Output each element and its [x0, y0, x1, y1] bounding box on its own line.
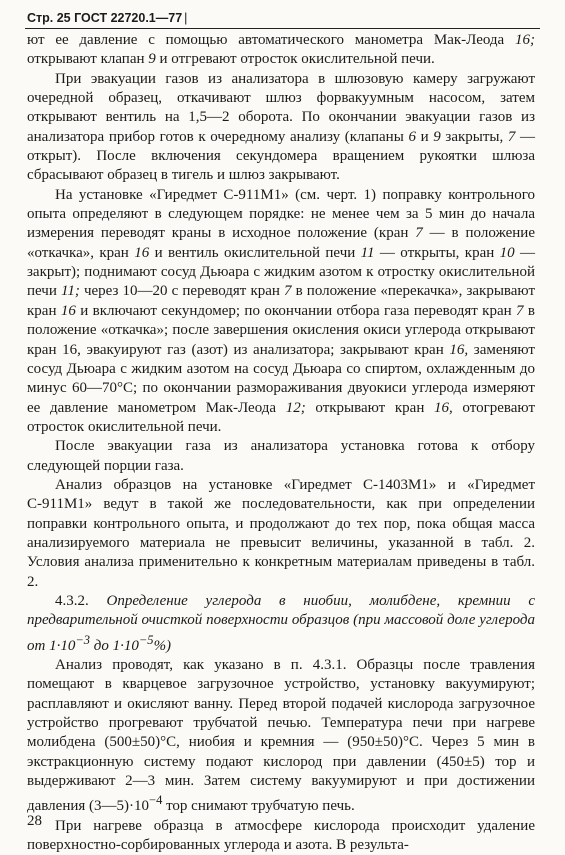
paragraph: При нагреве образца в атмосфере кислорода происходит удаление поверхностно-сорбированных углерода и азота. В результа-	[27, 817, 535, 854]
page-number: 28	[27, 813, 42, 829]
paragraph: На установке «Гиредмет С-911М1» (см. черт. 1) поправку контрольного опыта определяют в следующем порядке: не менее чем за 5 мин до начала измерения переводят краны в исходное положение (кран 7 — в положение «откачка», кран 16 и вентиль окислительной печи 11 — открыты, кран 10 — закрыт); поднимают сосуд Дьюара с жидким азотом к отростку окислительной печи 11; через 10—20 с переводят кран 7 в положение «перекачка», закрывают кран 16 и включают секундомер; по окончании отбора газа переводят кран 7 в положение «откачка»; после завершения окисления окиси углерода открывают кран 16, эвакуируют газ (азот) из анализатора; закрывают кран 16, заменяют сосуд Дьюара с жидким азотом на сосуд Дьюара со спиртом, охлажденным до минус 60—70°C; по окончании размораживания двуокиси углерода измеряют ее давление манометром Мак-Леода 12; открывают кран 16, отогревают отросток окислительной печи.	[27, 186, 536, 435]
paragraph: Анализ проводят, как указано в п. 4.3.1. Образцы после травления помещают в кварцевое загрузочное устройство, установку вакуумируют; расплавляют и окисляют ванну. Перед второй подачей кислорода загрузочное устройство прогревают трубчатой печью. Температура печи при нагреве молибдена (500±50)°C, ниобия и кремния — (950±50)°C. Через 5 мин в экстракционную систему подают кислород при давлении (450±5) тор и выдерживают 2—3 мин. Затем систему вакуумируют и при достижении давления $(3—5)\cdot 10^{-4}$ тор снимают трубчатую печь.	[27, 657, 535, 815]
page-header: Стр. 25 ГОСТ 22720.1—77 |	[27, 11, 188, 25]
header-text: Стр. 25 ГОСТ 22720.1—77	[27, 11, 183, 25]
section-heading: 4.3.2. Определение углерода в ниобии, молибдене, кремнии с предварительной очисткой поверхности образцов (при массовой доле углерода от $1\cdot 10^{-3}$ до $1\cdot 10^{-5}\%$)	[27, 592, 536, 654]
header-rule	[25, 28, 540, 29]
paragraph: ют ее давление с помощью автоматического манометра Мак-Леода 16; открывают клапан 9 и отгревают отросток окислительной печи.	[27, 32, 535, 68]
paragraph: После эвакуации газа из анализатора установка готова к отбору следующей порции газа.	[27, 438, 535, 474]
body-text	[27, 31, 535, 855]
paragraph: Анализ образцов на установке «Гиредмет С-1403М1» и «Гиредмет С-911М1» ведут в такой же последовательности, как при определении поправки контрольного опыта, и продолжают до тех пор, пока общая масса анализируемого материала не превысит величины, указанной в табл. 2. Условия анализа применительно к конкретным материалам приведены в табл. 2.	[27, 476, 535, 590]
paragraph: При эвакуации газов из анализатора в шлюзовую камеру загружают очередной образец, откачивают шлюз форвакуумным насосом, затем открывают вентиль на 1,5—2 оборота. По окончании эвакуации газов из анализатора прибор готов к очередному анализу (клапаны 6 и 9 закрыты, 7 — открыт). После включения секундомера вращением рукоятки шлюза сбрасывают образец в тигель и шлюз закрывают.	[27, 70, 536, 184]
